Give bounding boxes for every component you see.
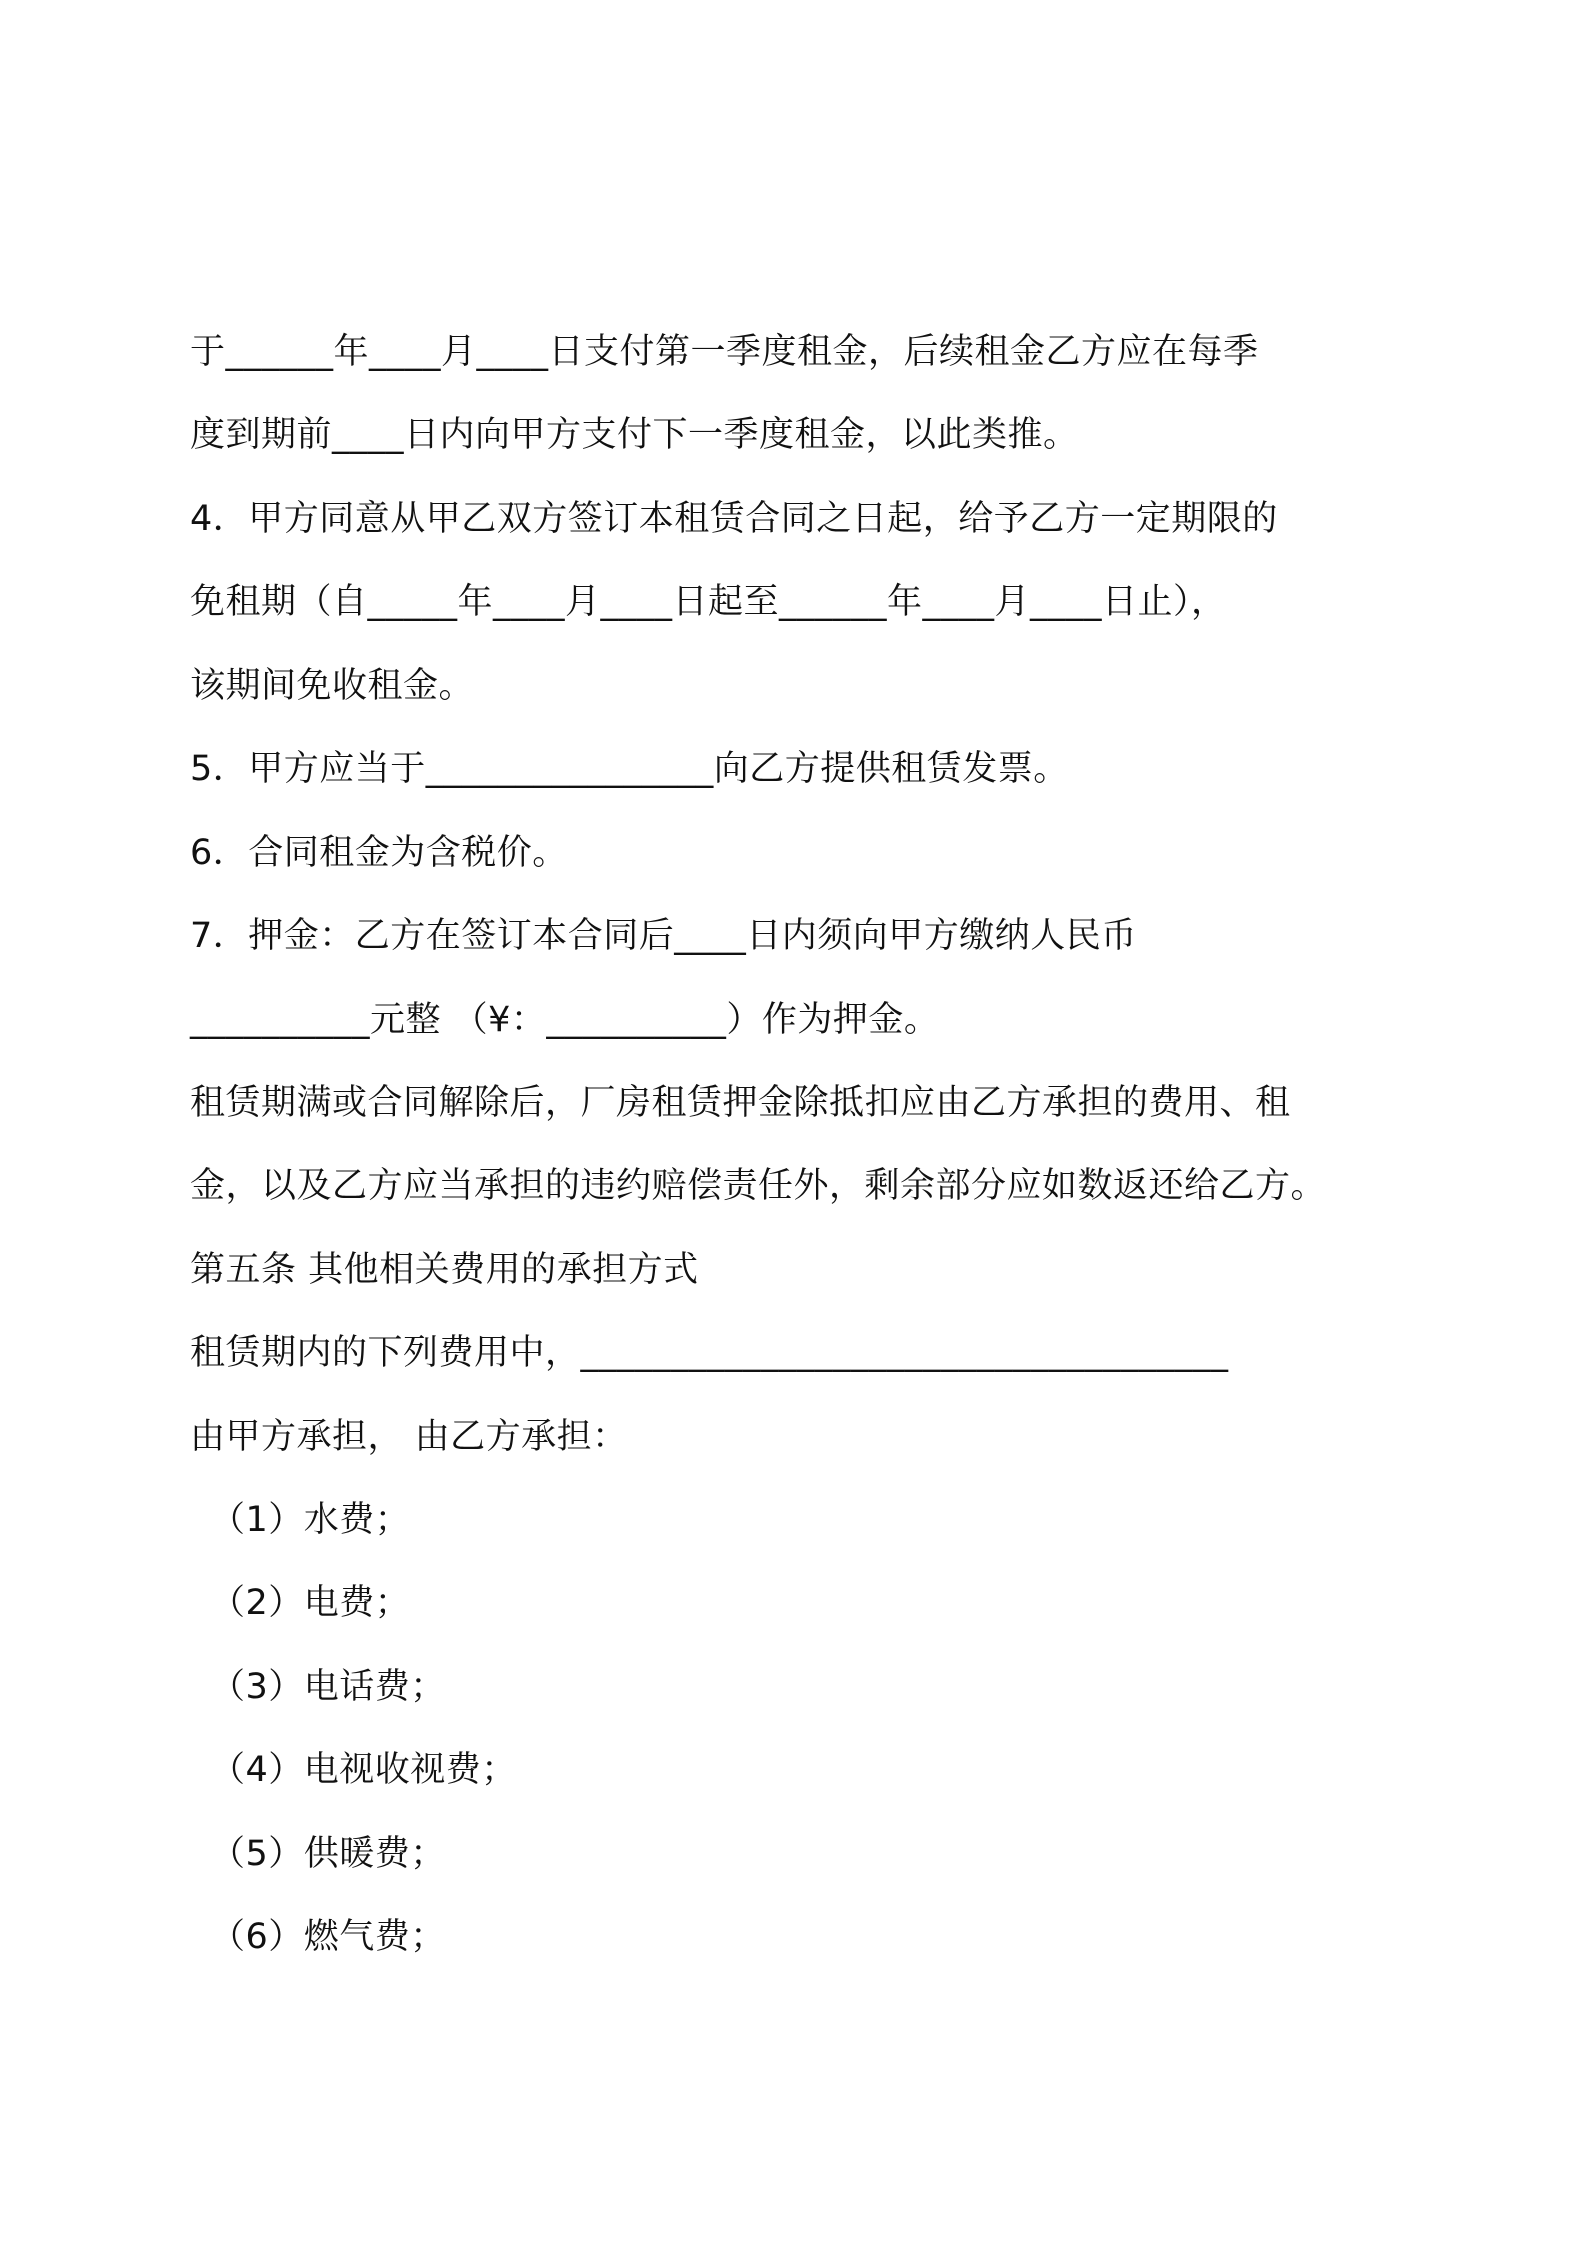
text-line: 金，以及乙方应当承担的违约赔偿责任外，剩余部分应如数返还给乙方。 <box>190 1166 1327 1206</box>
article-5-heading: 第五条 其他相关费用的承担方式 <box>190 1250 699 1290</box>
text-line: 免租期（自_____年____月____日起至______年____月____日止）， <box>190 582 1227 622</box>
text-line: 该期间免收租金。 <box>190 666 475 706</box>
text-line: __________元整 （¥：__________）作为押金。 <box>190 1000 940 1040</box>
list-item: （4）电视收视费； <box>210 1750 517 1790</box>
list-item: （6）燃气费； <box>210 1917 446 1957</box>
clause-6-line: 6．合同租金为含税价。 <box>190 833 568 873</box>
text-line: 租赁期内的下列费用中，____________________________________ <box>190 1333 1229 1373</box>
list-item: （5）供暖费； <box>210 1834 446 1874</box>
clause-4-line: 4．甲方同意从甲乙双方签订本租赁合同之日起，给予乙方一定期限的 <box>190 499 1278 539</box>
clause-5-line: 5．甲方应当于________________向乙方提供租赁发票。 <box>190 749 1069 789</box>
text-line: 租赁期满或合同解除后，厂房租赁押金除抵扣应由乙方承担的费用、租 <box>190 1083 1291 1123</box>
list-item: （1）水费； <box>210 1500 411 1540</box>
list-item: （3）电话费； <box>210 1667 446 1707</box>
text-line: 于______年____月____日支付第一季度租金，后续租金乙方应在每季 <box>190 332 1259 372</box>
text-line: 度到期前____日内向甲方支付下一季度租金，以此类推。 <box>190 415 1079 455</box>
text-line: 由甲方承担， 由乙方承担： <box>190 1417 628 1457</box>
clause-7-line: 7．押金：乙方在签订本合同后____日内须向甲方缴纳人民币 <box>190 916 1137 956</box>
list-item: （2）电费； <box>210 1583 411 1623</box>
